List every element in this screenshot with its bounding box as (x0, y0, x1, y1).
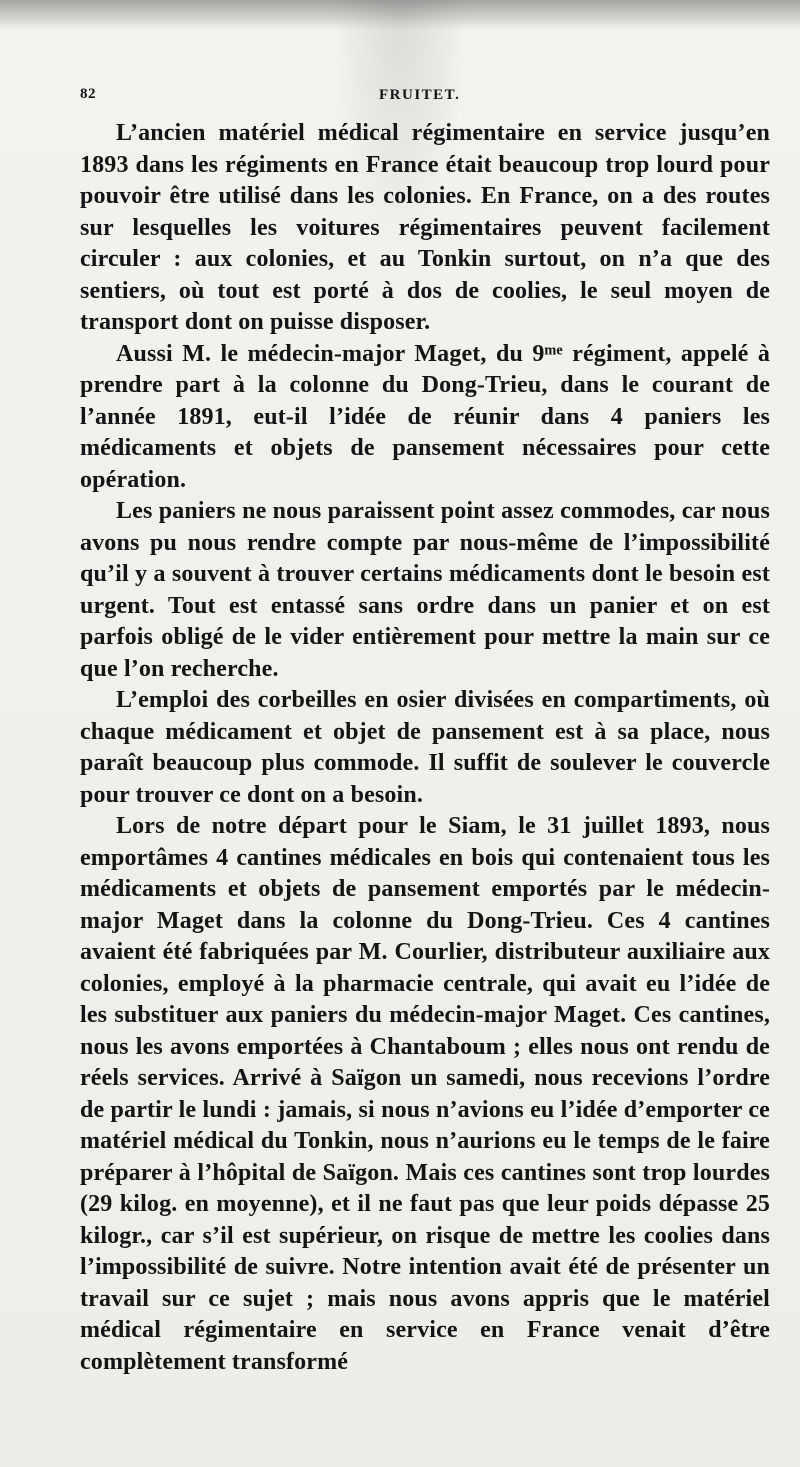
page-number: 82 (80, 86, 96, 102)
body-text (80, 118, 770, 1378)
paragraph: Les paniers ne nous paraissent point assez commodes, car nous avons pu nous rendre compte par nous-même de l’impossibilité qu’il y a souvent à trouver certains médicaments dont le besoin est urgent. Tout est entassé sans ordre dans un panier et on est parfois obligé de le vider entièrement pour mettre la main sur ce que l’on recherche. (80, 498, 770, 682)
paragraph: L’emploi des corbeilles en osier divisées en compartiments, où chaque médicament et objet de pansement est à sa place, nous paraît beaucoup plus commode. Il suffit de soulever le couvercle pour trouver ce dont on a besoin. (80, 687, 770, 808)
paragraph: Lors de notre départ pour le Siam, le 31 juillet 1893, nous emportâmes 4 cantines médicales en bois qui contenaient tous les médicaments et objets de pansement emportés par le médecin-major Maget dans la colonne du Dong-Trieu. Ces 4 cantines avaient été fabriquées par M. Courlier, distributeur auxiliaire aux colonies, employé à la pharmacie centrale, qui avait eu l’idée de les substituer aux paniers du médecin-major Maget. Ces cantines, nous les avons emportées à Chantaboum ; elles nous ont rendu de réels services. Arrivé à Saïgon un samedi, nous recevions l’ordre de partir le lundi : jamais, si nous n’avions eu l’idée d’emporter ce matériel médical du Tonkin, nous n’aurions eu le temps de le faire préparer à l’hôpital de Saïgon. Mais ces cantines sont trop lourdes (29 kilog. en moyenne), et il ne faut pas que leur poids dépasse 25 kilogr., car s’il est supérieur, on risque de mettre les coolies dans l’impossibilité de suivre. Notre intention avait été de présenter un travail sur ce sujet ; mais nous avons appris que le matériel médical régimentaire en service en France venait d’être complètement transformé (80, 813, 770, 1375)
running-title: FRUITET. (379, 87, 461, 103)
paragraph: L’ancien matériel médical régimentaire en service jusqu’en 1893 dans les régiments en France était beaucoup trop lourd pour pouvoir être utilisé dans les colonies. En France, on a des routes sur lesquelles les voitures régimentaires peuvent facilement circuler : aux colonies, et au Tonkin surtout, on n’a que des sentiers, où tout est porté à dos de coolies, le seul moyen de transport dont on puisse disposer. (80, 120, 770, 335)
running-head (80, 86, 766, 108)
paragraph: Aussi M. le médecin-major Maget, du 9ᵐᵉ régiment, appelé à prendre part à la colonne du Dong-Trieu, dans le courant de l’année 1891, eut-il l’idée de réunir dans 4 paniers les médicaments et objets de pansement nécessaires pour cette opération. (80, 340, 770, 493)
page-edge-shadow (0, 0, 800, 30)
